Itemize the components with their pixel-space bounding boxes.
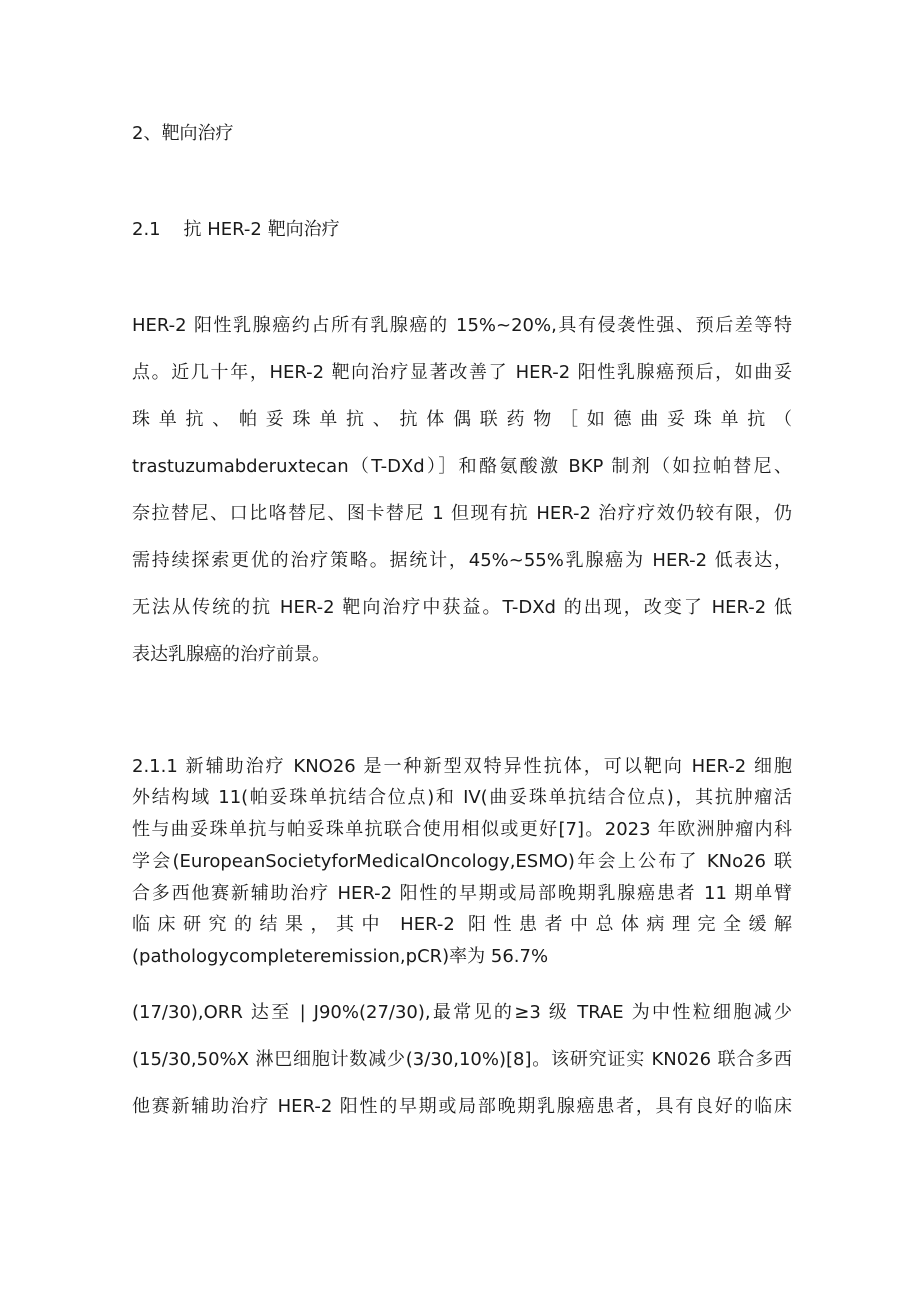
paragraph-line: 性与曲妥珠单抗与帕妥珠单抗联合使用相似或更好[7]。2023 年欧洲肿瘤内科 xyxy=(132,819,792,840)
paragraph-line: 奈拉替尼、口比咯替尼、图卡替尼 1 但现有抗 HER-2 治疗疗效仍较有限，仍 xyxy=(132,503,792,524)
paragraph-line: 他赛新辅助治疗 HER-2 阳性的早期或局部晚期乳腺癌患者，具有良好的临床 xyxy=(132,1096,792,1117)
paragraph-line: 学会(EuropeanSocietyforMedicalOncology,ESMO)年会上公布了 KNo26 联 xyxy=(132,851,792,872)
paragraph-line: 临床研究的结果，其中 HER-2 阳性患者中总体病理完全缓解 xyxy=(132,914,792,935)
paragraph-line: (17/30),ORR 达至 | J90%(27/30),最常见的≥3 级 TRAE 为中性粒细胞减少 xyxy=(132,1002,792,1023)
paragraph-line: trastuzumabderuxtecan（T-DXd）］和酪氨酸激 BKP 制剂（如拉帕替尼、 xyxy=(132,456,792,477)
subsection-heading: 2.1 抗 HER-2 靶向治疗 xyxy=(132,219,340,240)
paragraph-line: 珠单抗、帕妥珠单抗、抗体偶联药物［如德曲妥珠单抗（ xyxy=(132,409,792,430)
paragraph-line: HER-2 阳性乳腺癌约占所有乳腺癌的 15%~20%,具有侵袭性强、预后差等特 xyxy=(132,315,792,336)
paragraph-line: 2.1.1 新辅助治疗 KNO26 是一种新型双特异性抗体，可以靶向 HER-2 细胞 xyxy=(132,756,792,777)
section-heading: 2、靶向治疗 xyxy=(132,123,234,144)
paragraph-line: 点。近几十年，HER-2 靶向治疗显著改善了 HER-2 阳性乳腺癌预后，如曲妥 xyxy=(132,362,792,383)
paragraph-line: 表达乳腺癌的治疗前景。 xyxy=(132,644,330,665)
paragraph-line: (pathologycompleteremission,pCR)率为 56.7% xyxy=(132,946,549,967)
paragraph-line: (15/30,50%X 淋巴细胞计数减少(3/30,10%)[8]。该研究证实 KN026 联合多西 xyxy=(132,1049,792,1070)
paragraph-line: 无法从传统的抗 HER-2 靶向治疗中获益。T-DXd 的出现，改变了 HER-2 低 xyxy=(132,597,792,618)
paragraph-line: 合多西他赛新辅助治疗 HER-2 阳性的早期或局部晚期乳腺癌患者 11 期单臂 xyxy=(132,883,792,904)
paragraph-line: 需持续探索更优的治疗策略。据统计，45%~55%乳腺癌为 HER-2 低表达， xyxy=(132,550,792,571)
paragraph-line: 外结构域 11(帕妥珠单抗结合位点)和 IV(曲妥珠单抗结合位点)，其抗肿瘤活 xyxy=(132,787,792,808)
